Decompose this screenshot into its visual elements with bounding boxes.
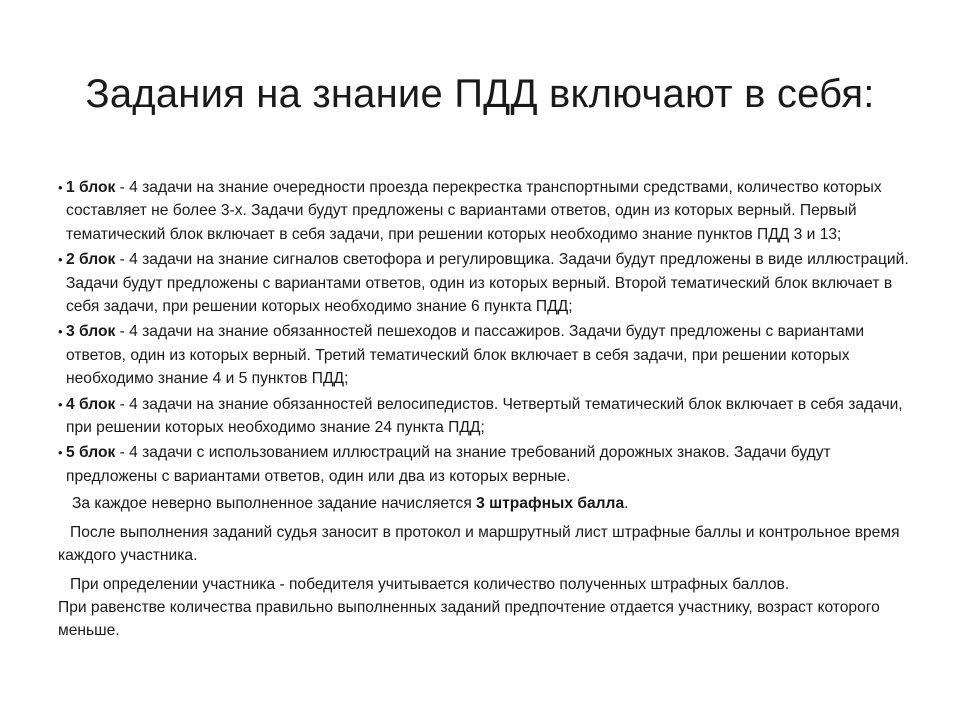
slide-title: Задания на знание ПДД включают в себя: — [85, 72, 875, 116]
block-description: - 4 задачи на знание обязанностей пешеходов и пассажиров. Задачи будут предложены с вариантами ответов, один из которых верный. Третий тематический блок включает в себя задачи, при решении которых необходимо знание 4 и 5 пунктов ПДД; — [66, 323, 865, 388]
block-item-2 — [58, 248, 918, 318]
block-text — [66, 320, 918, 390]
block-label: 3 блок — [66, 323, 116, 341]
block-description: - 4 задачи с использованием иллюстраций на знание требований дорожных знаков. Задачи будут предложены с вариантами ответов, один или два из которых верные. — [66, 444, 831, 485]
penalty-text: За каждое неверно выполненное задание начисляется — [72, 495, 477, 513]
block-description: - 4 задачи на знание сигналов светофора и регулировщика. Задачи будут предложены в виде иллюстраций. Задачи будут предложены с вариантами ответов, один из которых верный. Второй тематический блок включает в себя задачи, при решении которых необходимо знание 6 пункта ПДД; — [66, 251, 909, 316]
winner-line-1: При определении участника - победителя учитывается количество полученных штрафных баллов. — [70, 575, 790, 593]
winner-paragraph — [58, 573, 918, 643]
block-text — [66, 441, 918, 488]
block-label: 1 блок — [66, 179, 116, 196]
bullet-icon: • — [58, 180, 63, 195]
block-label: 4 блок — [66, 395, 116, 413]
bullet-icon: • — [58, 445, 63, 461]
block-description: - 4 задачи на знание обязанностей велосипедистов. Четвертый тематический блок включает в себя задачи, при решении которых необходимо знание 24 пункта ПДД; — [66, 395, 903, 437]
block-description: - 4 задачи на знание очередности проезда перекрестка транспортными средствами, количество которых составляет не более 3-х. Задачи будут предложены с вариантами ответов, один из которых верный. Первый тематический блок включает в себя задачи, при решении которых необходимо знание пунктов ПДД 3 и 13; — [66, 179, 882, 243]
block-text — [66, 393, 918, 440]
penalty-paragraph — [58, 492, 918, 515]
bullet-icon: • — [58, 252, 63, 268]
block-text — [66, 248, 918, 318]
block-item-4 — [58, 393, 918, 440]
penalty-points: 3 штрафных балла — [476, 495, 625, 513]
block-label: 5 блок — [66, 444, 116, 462]
protocol-paragraph: После выполнения заданий судья заносит в протокол и маршрутный лист штрафные баллы и контрольное время каждого участника. — [58, 523, 900, 565]
bullet-icon: • — [58, 324, 63, 340]
bullet-icon: • — [58, 396, 63, 412]
block-list — [58, 176, 918, 488]
block-label: 2 блок — [66, 251, 116, 269]
block-text — [66, 176, 918, 246]
winner-line-2: При равенстве количества правильно выполненных заданий предпочтение отдается участнику, возраст которого меньше. — [58, 598, 880, 640]
penalty-end: . — [624, 495, 629, 513]
block-item-1 — [58, 176, 918, 246]
slide-content — [58, 176, 918, 648]
block-item-5 — [58, 441, 918, 488]
block-item-3 — [58, 320, 918, 390]
